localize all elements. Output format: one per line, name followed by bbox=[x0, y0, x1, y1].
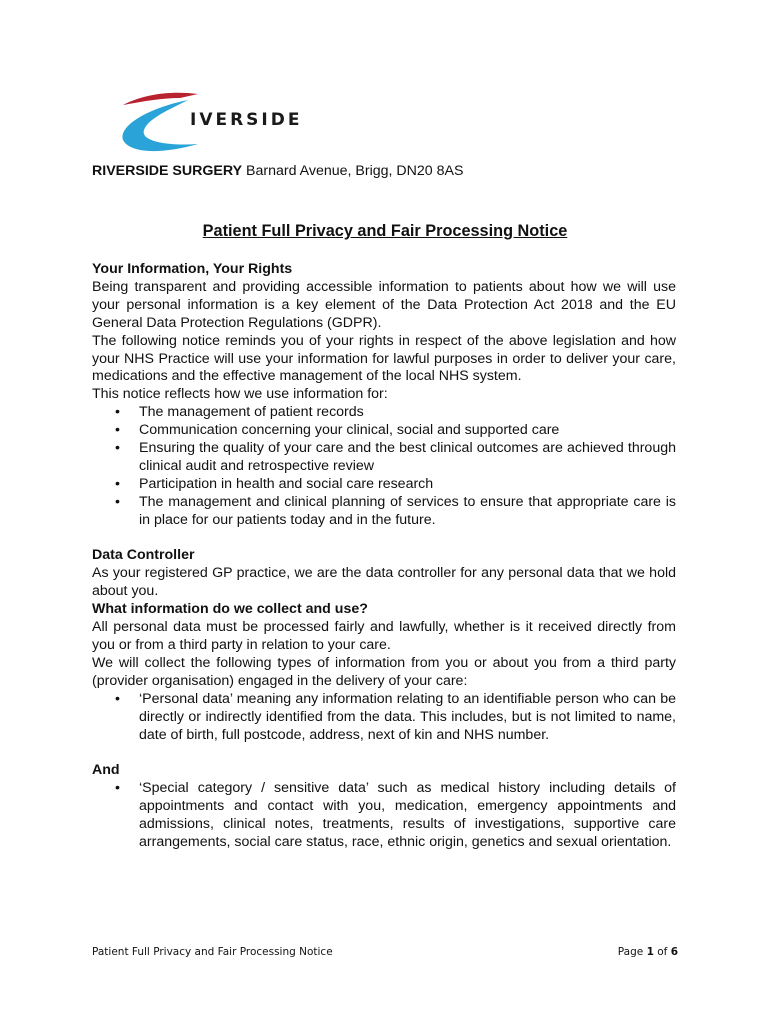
list-item: • ‘Special category / sensitive data’ such as medical history including details of appointments and contact with you, medication, emergency appointments and admissions, clinical notes, treatments, results of investigations, supportive care arrangements, social care status, race, ethnic origin, genetics and sexual orientation. bbox=[92, 780, 676, 852]
list-item: • Ensuring the quality of your care and the best clinical outcomes are achieved through clinical audit and retrospective review bbox=[92, 440, 676, 476]
list-item: • The management and clinical planning of services to ensure that appropriate care is in place for our patients today and in the future. bbox=[92, 494, 676, 530]
page-total: 6 bbox=[670, 946, 678, 958]
rights-paragraph-3: This notice reflects how we use information for: bbox=[92, 386, 388, 403]
footer-doc-name: Patient Full Privacy and Fair Processing Notice bbox=[92, 946, 333, 958]
surgery-address bbox=[92, 163, 463, 179]
riverside-logo bbox=[118, 78, 338, 156]
list-item: • Communication concerning your clinical, social and supported care bbox=[92, 422, 676, 440]
surgery-address-line: Barnard Avenue, Brigg, DN20 8AS bbox=[246, 163, 464, 179]
surgery-name: RIVERSIDE SURGERY bbox=[92, 163, 243, 179]
uses-list bbox=[92, 404, 676, 529]
special-data-list bbox=[92, 780, 676, 852]
logo-red-swoosh bbox=[123, 93, 198, 105]
page-of: of bbox=[657, 946, 668, 958]
page-prefix: Page bbox=[617, 946, 644, 958]
footer-page-number bbox=[618, 946, 678, 958]
rights-paragraph-2: The following notice reminds you of your rights in respect of the above legislation and how your NHS Practice will use your information for lawful purposes in order to deliver your care, medications and the effective management of the local NHS system. bbox=[92, 332, 676, 385]
logo-blue-swoosh bbox=[122, 100, 198, 151]
and-heading: And bbox=[92, 762, 120, 779]
list-item: • Participation in health and social care research bbox=[92, 476, 676, 494]
collect-paragraph-2: We will collect the following types of information from you or about you from a third party (provider organisation) engaged in the delivery of your care: bbox=[92, 654, 676, 689]
list-item: • ‘Personal data’ meaning any information relating to an identifiable person who can be directly or indirectly identified from the data. This includes, but is not limited to name, date of birth, full postcode, address, next of kin and NHS number. bbox=[92, 691, 676, 745]
controller-paragraph: As your registered GP practice, we are the data controller for any personal data that we hold about you. bbox=[92, 565, 676, 600]
rights-paragraph-1: Being transparent and providing accessible information to patients about how we will use your personal information is a key element of the Data Protection Act 2018 and the EU General Data Protection Regulations (GDPR). bbox=[92, 278, 676, 331]
rights-heading: Your Information, Your Rights bbox=[92, 261, 293, 277]
page-current: 1 bbox=[646, 946, 654, 958]
notice-body bbox=[92, 261, 676, 852]
collect-paragraph-1: All personal data must be processed fairly and lawfully, whether is it received directly from you or from a third party in relation to your care. bbox=[92, 619, 676, 654]
list-item: • The management of patient records bbox=[92, 404, 676, 422]
controller-heading: Data Controller bbox=[92, 547, 195, 564]
page-title: Patient Full Privacy and Fair Processing Notice bbox=[202, 222, 568, 240]
personal-data-list bbox=[92, 691, 676, 745]
collect-heading: What information do we collect and use? bbox=[92, 601, 368, 618]
logo-wordmark: IVERSIDE bbox=[190, 110, 303, 130]
